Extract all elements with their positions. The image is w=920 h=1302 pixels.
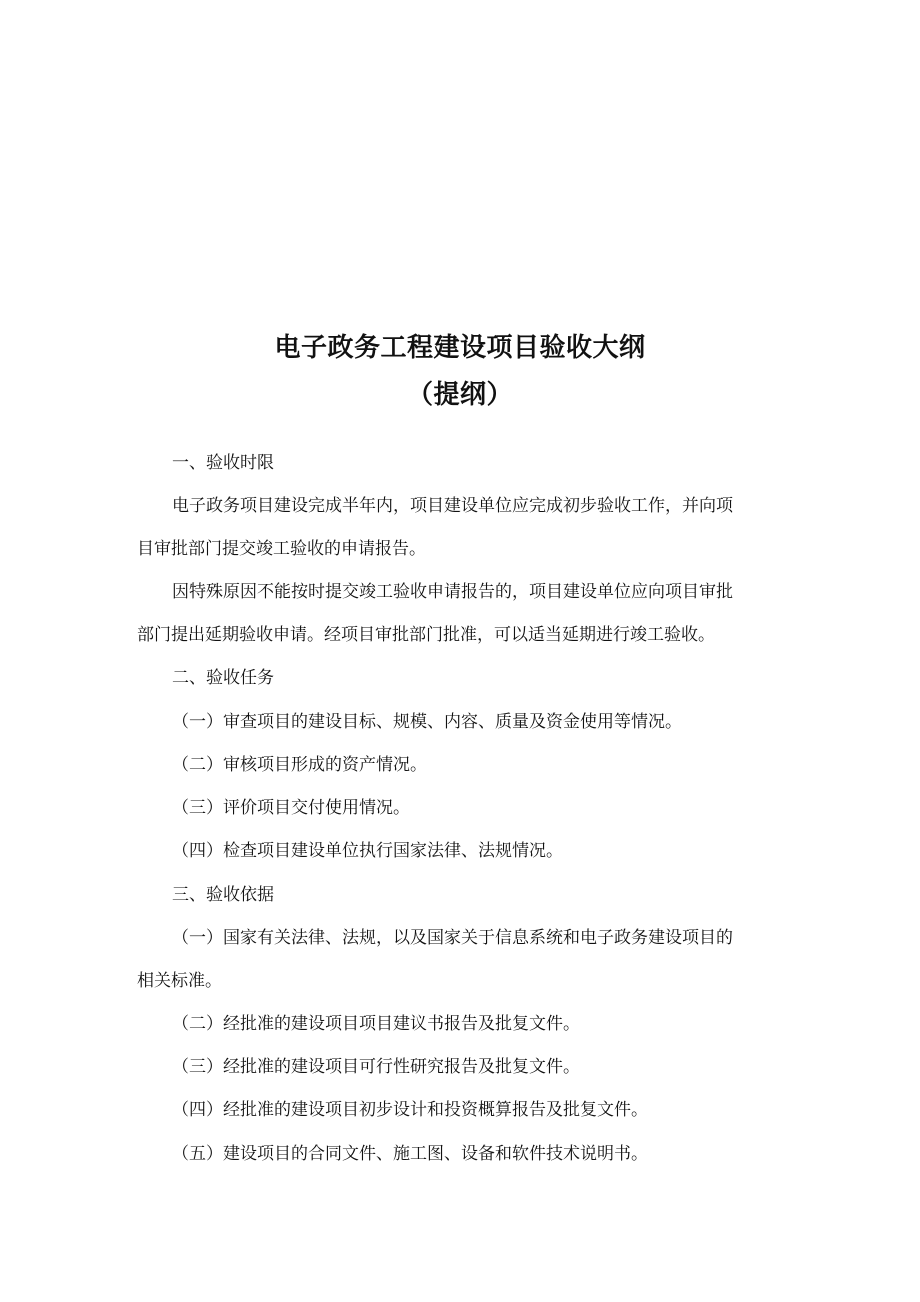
paragraph-line: 电子政务项目建设完成半年内，项目建设单位应完成初步验收工作，并向项	[172, 496, 733, 516]
paragraph-line: 因特殊原因不能按时提交竣工验收申请报告的，项目建设单位应向项目审批	[172, 582, 733, 602]
section-heading: 一、验收时限	[172, 453, 274, 473]
section-heading: 三、验收依据	[172, 885, 274, 905]
list-item-continuation: 相关标准。	[137, 971, 222, 991]
paragraph-line: 目审批部门提交竣工验收的申请报告。	[137, 539, 426, 559]
list-item: （一）审查项目的建设目标、规模、内容、质量及资金使用等情况。	[172, 712, 682, 732]
document-subtitle: （提纲）	[406, 380, 513, 410]
list-item: （三）评价项目交付使用情况。	[172, 798, 410, 818]
list-item: （二）审核项目形成的资产情况。	[172, 755, 427, 775]
list-item: （五）建设项目的合同文件、施工图、设备和软件技术说明书。	[172, 1144, 648, 1164]
list-item: （四）检查项目建设单位执行国家法律、法规情况。	[172, 841, 563, 861]
list-item: （三）经批准的建设项目可行性研究报告及批复文件。	[172, 1057, 580, 1077]
document-title: 电子政务工程建设项目验收大纲	[274, 333, 646, 363]
list-item: （二）经批准的建设项目项目建议书报告及批复文件。	[172, 1014, 580, 1034]
list-item: （一）国家有关法律、法规，以及国家关于信息系统和电子政务建设项目的	[172, 928, 733, 948]
list-item: （四）经批准的建设项目初步设计和投资概算报告及批复文件。	[172, 1100, 648, 1120]
paragraph-line: 部门提出延期验收申请。经项目审批部门批准，可以适当延期进行竣工验收。	[137, 625, 715, 645]
section-heading: 二、验收任务	[172, 668, 274, 688]
